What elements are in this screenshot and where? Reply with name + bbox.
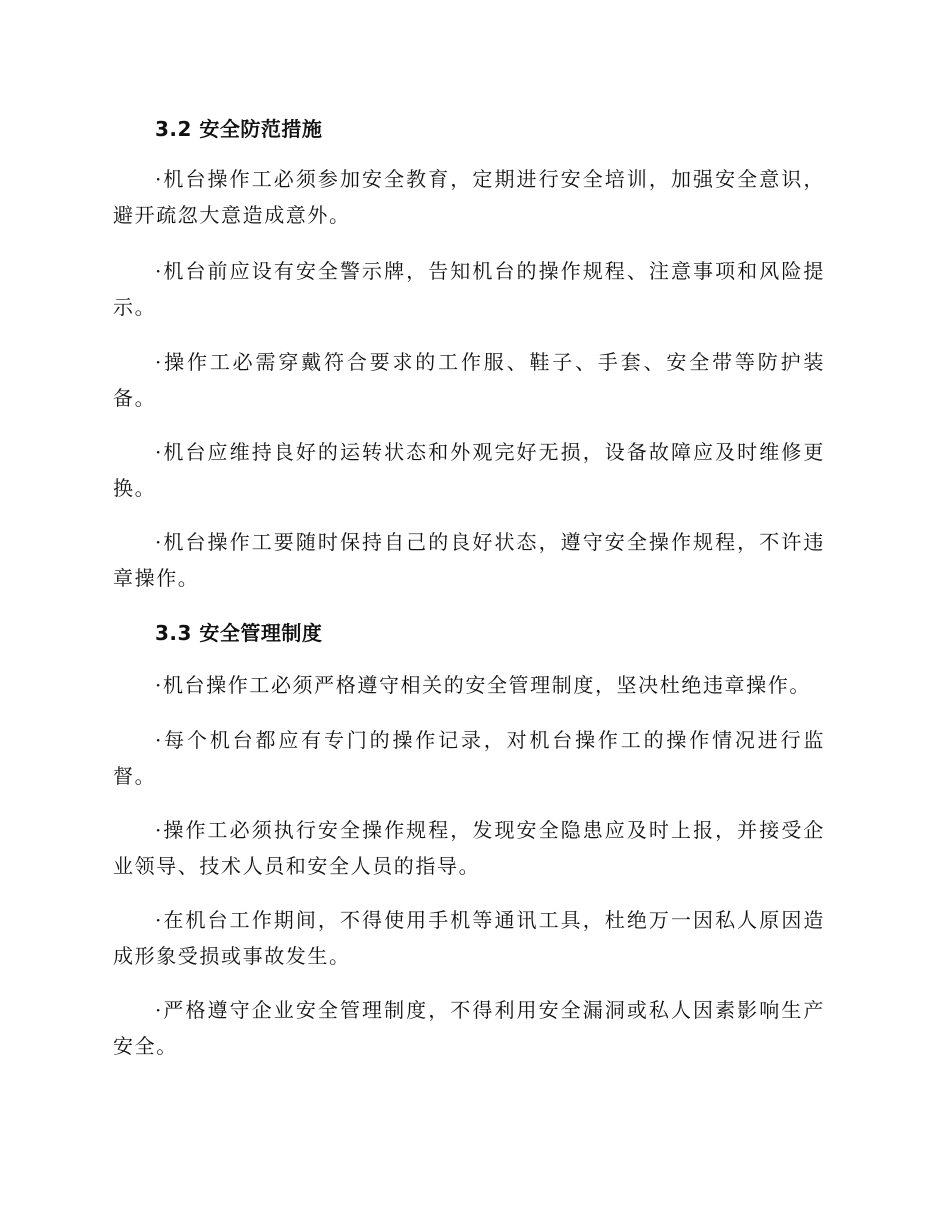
paragraph: ·机台前应设有安全警示牌，告知机台的操作规程、注意事项和风险提示。 xyxy=(113,259,825,319)
section-heading-3-3: 3.3 安全管理制度 xyxy=(155,621,323,645)
section-heading-3-2: 3.2 安全防范措施 xyxy=(155,117,323,141)
paragraph: ·操作工必须执行安全操作规程，发现安全隐患应及时上报，并接受企业领导、技术人员和安全人员的指导。 xyxy=(113,818,825,878)
paragraph: ·机台操作工必须参加安全教育，定期进行安全培训，加强安全意识，避开疏忽大意造成意外。 xyxy=(113,167,825,227)
paragraph: ·操作工必需穿戴符合要求的工作服、鞋子、手套、安全带等防护装备。 xyxy=(113,350,825,410)
paragraph: ·机台应维持良好的运转状态和外观完好无损，设备故障应及时维修更换。 xyxy=(113,440,825,500)
paragraph: ·机台操作工要随时保持自己的良好状态，遵守安全操作规程，不许违章操作。 xyxy=(113,530,825,590)
paragraph: ·严格遵守企业安全管理制度，不得利用安全漏洞或私人因素影响生产安全。 xyxy=(113,998,825,1058)
paragraph: ·在机台工作期间，不得使用手机等通讯工具，杜绝万一因私人原因造成形象受损或事故发生。 xyxy=(113,908,825,968)
paragraph: ·机台操作工必须严格遵守相关的安全管理制度，坚决杜绝违章操作。 xyxy=(155,673,811,697)
paragraph: ·每个机台都应有专门的操作记录，对机台操作工的操作情况进行监督。 xyxy=(113,728,825,788)
